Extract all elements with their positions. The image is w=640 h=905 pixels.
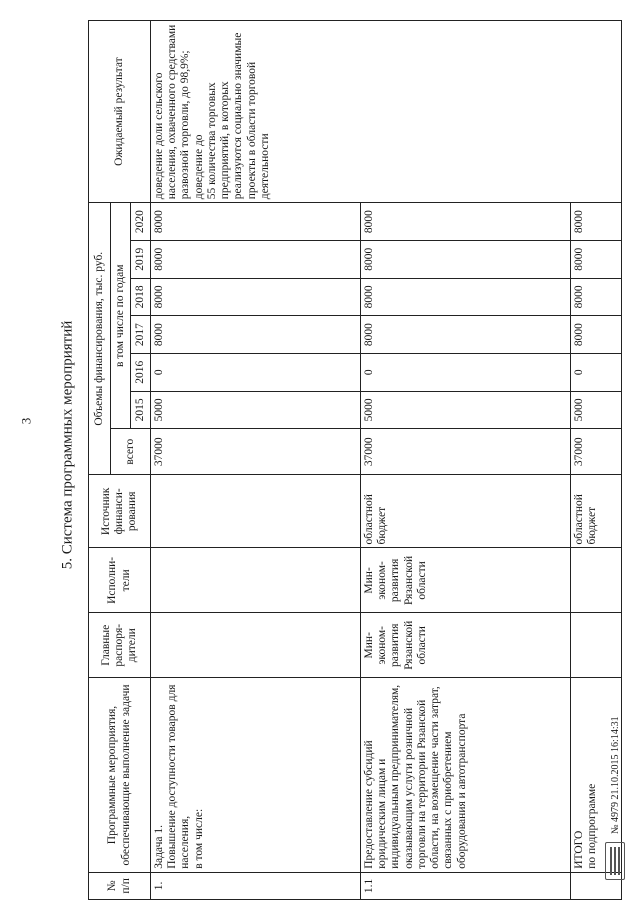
row-year-value: 8000: [571, 203, 622, 241]
header-executors: Исполни-тели: [89, 548, 151, 613]
header-managers: Главные распоря-дители: [89, 613, 151, 678]
row-executors: [151, 548, 361, 613]
header-year: 2019: [131, 240, 151, 278]
row-activity: ИТОГО по подпрограмме: [571, 678, 622, 873]
row-managers: [151, 613, 361, 678]
row-executors: Мин-эконом-развития Рязанской области: [361, 548, 571, 613]
row-source: [151, 475, 361, 548]
row-year-value: 8000: [151, 203, 361, 241]
row-year-value: 8000: [571, 316, 622, 354]
row-num: 1.: [151, 872, 361, 899]
row-total: 37000: [361, 429, 571, 475]
header-source: Источник финанси-рования: [89, 475, 151, 548]
page-title: 5. Система программных мероприятий: [59, 320, 76, 570]
header-result: Ожидаемый результат: [89, 21, 151, 203]
header-by-years: в том числе по годам: [111, 203, 131, 429]
row-year-value: 8000: [571, 240, 622, 278]
header-total: всего: [111, 429, 151, 475]
row-total: 37000: [571, 429, 622, 475]
row-result: доведение доли сельского населения, охваченного средствами развозной торговли, до 98,9%; доведение до 55 количества торговых предприятий, в которых реализуются социально значимые проекты в области торговой деятельности: [151, 21, 622, 203]
row-year-value: 8000: [361, 278, 571, 316]
header-year: 2018: [131, 278, 151, 316]
row-activity: Предоставление субсидий юридическим лицам и индивидуальным предпринимателям, оказывающим услуги розничной торговли на территории Рязанской области, на возмещение части затрат, связанных с приобретением оборудования и автотранспорта: [361, 678, 571, 873]
row-activity: Задача 1. Повышение доступности товаров для населения, в том числе:: [151, 678, 361, 873]
header-year: 2015: [131, 391, 151, 429]
row-executors: [571, 548, 622, 613]
row-year-value: 8000: [361, 203, 571, 241]
row-source: областной бюджет: [361, 475, 571, 548]
row-year-value: 5000: [571, 391, 622, 429]
row-year-value: 8000: [151, 278, 361, 316]
header-num: № п/п: [89, 872, 151, 899]
row-managers: [571, 613, 622, 678]
row-total: 37000: [151, 429, 361, 475]
row-num: 1.1: [361, 872, 571, 899]
row-year-value: 0: [361, 353, 571, 391]
table-row: [151, 21, 361, 900]
registration-stamp: [605, 716, 625, 880]
header-year: 2016: [131, 353, 151, 391]
row-year-value: 8000: [361, 316, 571, 354]
row-source: областной бюджет: [571, 475, 622, 548]
program-activities-table: [88, 20, 622, 900]
row-year-value: 0: [571, 353, 622, 391]
header-year: 2017: [131, 316, 151, 354]
row-year-value: 8000: [361, 240, 571, 278]
header-funding: Объемы финансирования, тыс. руб.: [89, 203, 111, 475]
row-year-value: 0: [151, 353, 361, 391]
registration-number: № 4979 21.10.2015 16:14:31: [609, 716, 621, 834]
row-managers: Мин-эконом-развития Рязанской области: [361, 613, 571, 678]
row-year-value: 5000: [361, 391, 571, 429]
row-year-value: 8000: [151, 316, 361, 354]
row-year-value: 5000: [151, 391, 361, 429]
header-year: 2020: [131, 203, 151, 241]
header-activity: Программные мероприятия, обеспечивающие выполнение задачи: [89, 678, 151, 873]
program-table-sheet: [88, 20, 622, 900]
row-year-value: 8000: [571, 278, 622, 316]
page-number: 3: [18, 417, 34, 425]
registry-logo-icon: [605, 842, 625, 880]
row-year-value: 8000: [151, 240, 361, 278]
